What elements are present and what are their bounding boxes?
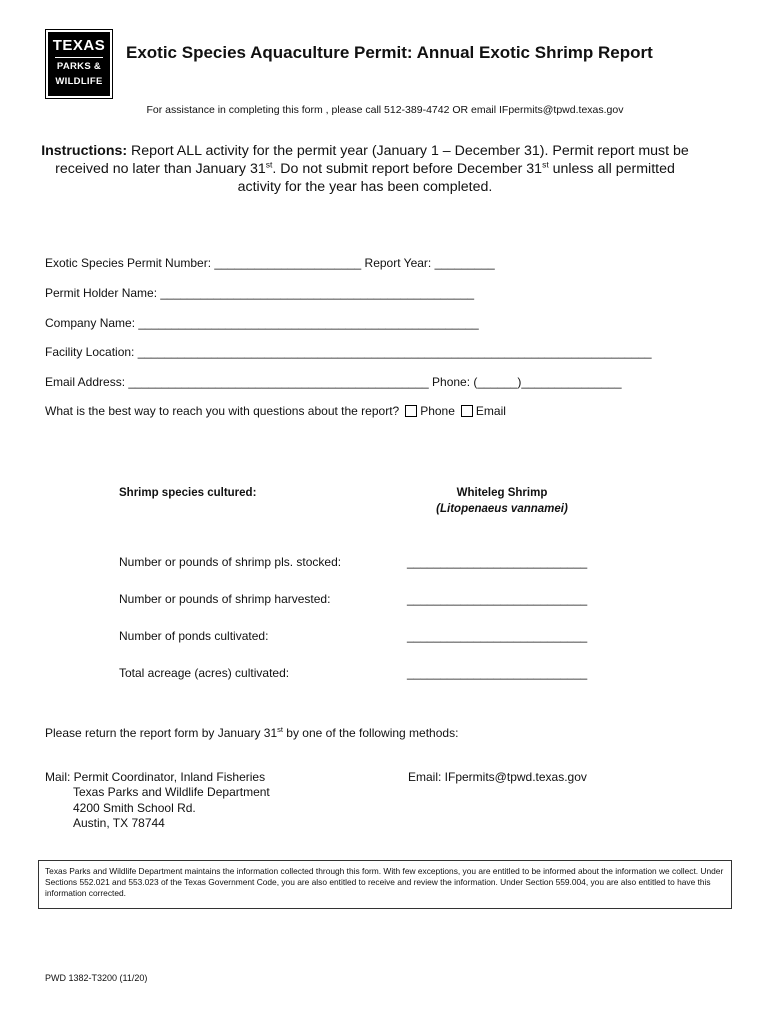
instructions-sup-2: st bbox=[542, 159, 549, 170]
logo-divider bbox=[55, 57, 103, 58]
phone-checkbox[interactable] bbox=[405, 405, 417, 417]
return-sup: st bbox=[277, 725, 283, 734]
return-email: Email: IFpermits@tpwd.texas.gov bbox=[408, 770, 587, 784]
logo-text-parks: PARKS & bbox=[56, 61, 102, 72]
ponds-cultivated-label: Number of ponds cultivated: bbox=[119, 629, 269, 643]
phone-option-label: Phone bbox=[420, 404, 455, 418]
instructions-sup-1: st bbox=[265, 159, 273, 170]
mail-address-block bbox=[45, 770, 270, 831]
species-label: Shrimp species cultured: bbox=[119, 487, 257, 499]
shrimp-harvested-input[interactable]: ___________________________ bbox=[407, 592, 588, 606]
acreage-cultivated-input[interactable]: ___________________________ bbox=[407, 666, 588, 680]
return-instructions bbox=[45, 726, 458, 740]
mail-line-1: Mail: Permit Coordinator, Inland Fisheries bbox=[45, 770, 266, 784]
email-checkbox[interactable] bbox=[461, 405, 473, 417]
form-title: Exotic Species Aquaculture Permit: Annual Exotic Shrimp Report bbox=[126, 43, 653, 62]
mail-line-4: Austin, TX 78744 bbox=[73, 815, 165, 830]
species-scientific-name: (Litopenaeus vannamei) bbox=[436, 503, 568, 515]
form-code: PWD 1382-T3200 (11/20) bbox=[45, 973, 148, 983]
return-text-2: by one of the following methods: bbox=[282, 726, 459, 740]
logo-text-texas: TEXAS bbox=[52, 37, 106, 54]
instructions-text-2: . Do not submit report before December 31 bbox=[272, 161, 543, 177]
email-phone-field[interactable]: Email Address: _____________________________________________ Phone: (______)_______________ bbox=[45, 375, 622, 389]
assistance-line: For assistance in completing this form , please call 512-389-4742 OR email IFpermits@tpwd.texas.gov bbox=[146, 104, 624, 116]
mail-line-2: Texas Parks and Wildlife Department bbox=[73, 785, 270, 800]
company-name-field[interactable]: Company Name: ___________________________________________________ bbox=[45, 316, 479, 330]
logo-text-wildlife: WILDLIFE bbox=[55, 76, 103, 87]
tpwd-logo bbox=[45, 29, 113, 99]
contact-question: What is the best way to reach you with questions about the report? bbox=[45, 404, 400, 418]
contact-preference-row bbox=[45, 404, 506, 418]
mail-line-3: 4200 Smith School Rd. bbox=[73, 800, 196, 815]
permit-holder-name-field[interactable]: Permit Holder Name: _______________________________________________ bbox=[45, 286, 475, 300]
permit-number-field[interactable]: Exotic Species Permit Number: ______________________ Report Year: _________ bbox=[45, 256, 495, 270]
facility-location-field[interactable]: Facility Location: _____________________________________________________________________________ bbox=[45, 345, 652, 359]
privacy-notice: Texas Parks and Wildlife Department maintains the information collected through this form. With few exceptions, you are entitled to be informed about the information we collect. Under Sections 552.021 and 553.023 of the Texas Government Code, you are also entitled to receive and review the information. Under Section 559.004, you are also entitled to have this information corrected. bbox=[38, 860, 732, 909]
shrimp-harvested-label: Number or pounds of shrimp harvested: bbox=[119, 592, 331, 606]
instructions-paragraph bbox=[40, 142, 690, 196]
pls-stocked-input[interactable]: ___________________________ bbox=[407, 555, 588, 569]
instructions-label: Instructions: bbox=[41, 143, 128, 159]
instructions-text-1: Report ALL activity for the permit year (January 1 – December 31). Permit report must be received no later than January 31 bbox=[55, 143, 689, 177]
return-text-1: Please return the report form by January 31 bbox=[45, 726, 278, 740]
ponds-cultivated-input[interactable]: ___________________________ bbox=[407, 629, 588, 643]
acreage-cultivated-label: Total acreage (acres) cultivated: bbox=[119, 666, 290, 680]
instructions-text-3: unless all permitted activity for the year has been completed. bbox=[237, 161, 675, 195]
pls-stocked-label: Number or pounds of shrimp pls. stocked: bbox=[119, 555, 342, 569]
species-common-name: Whiteleg Shrimp bbox=[456, 487, 548, 499]
email-option-label: Email bbox=[475, 404, 506, 418]
